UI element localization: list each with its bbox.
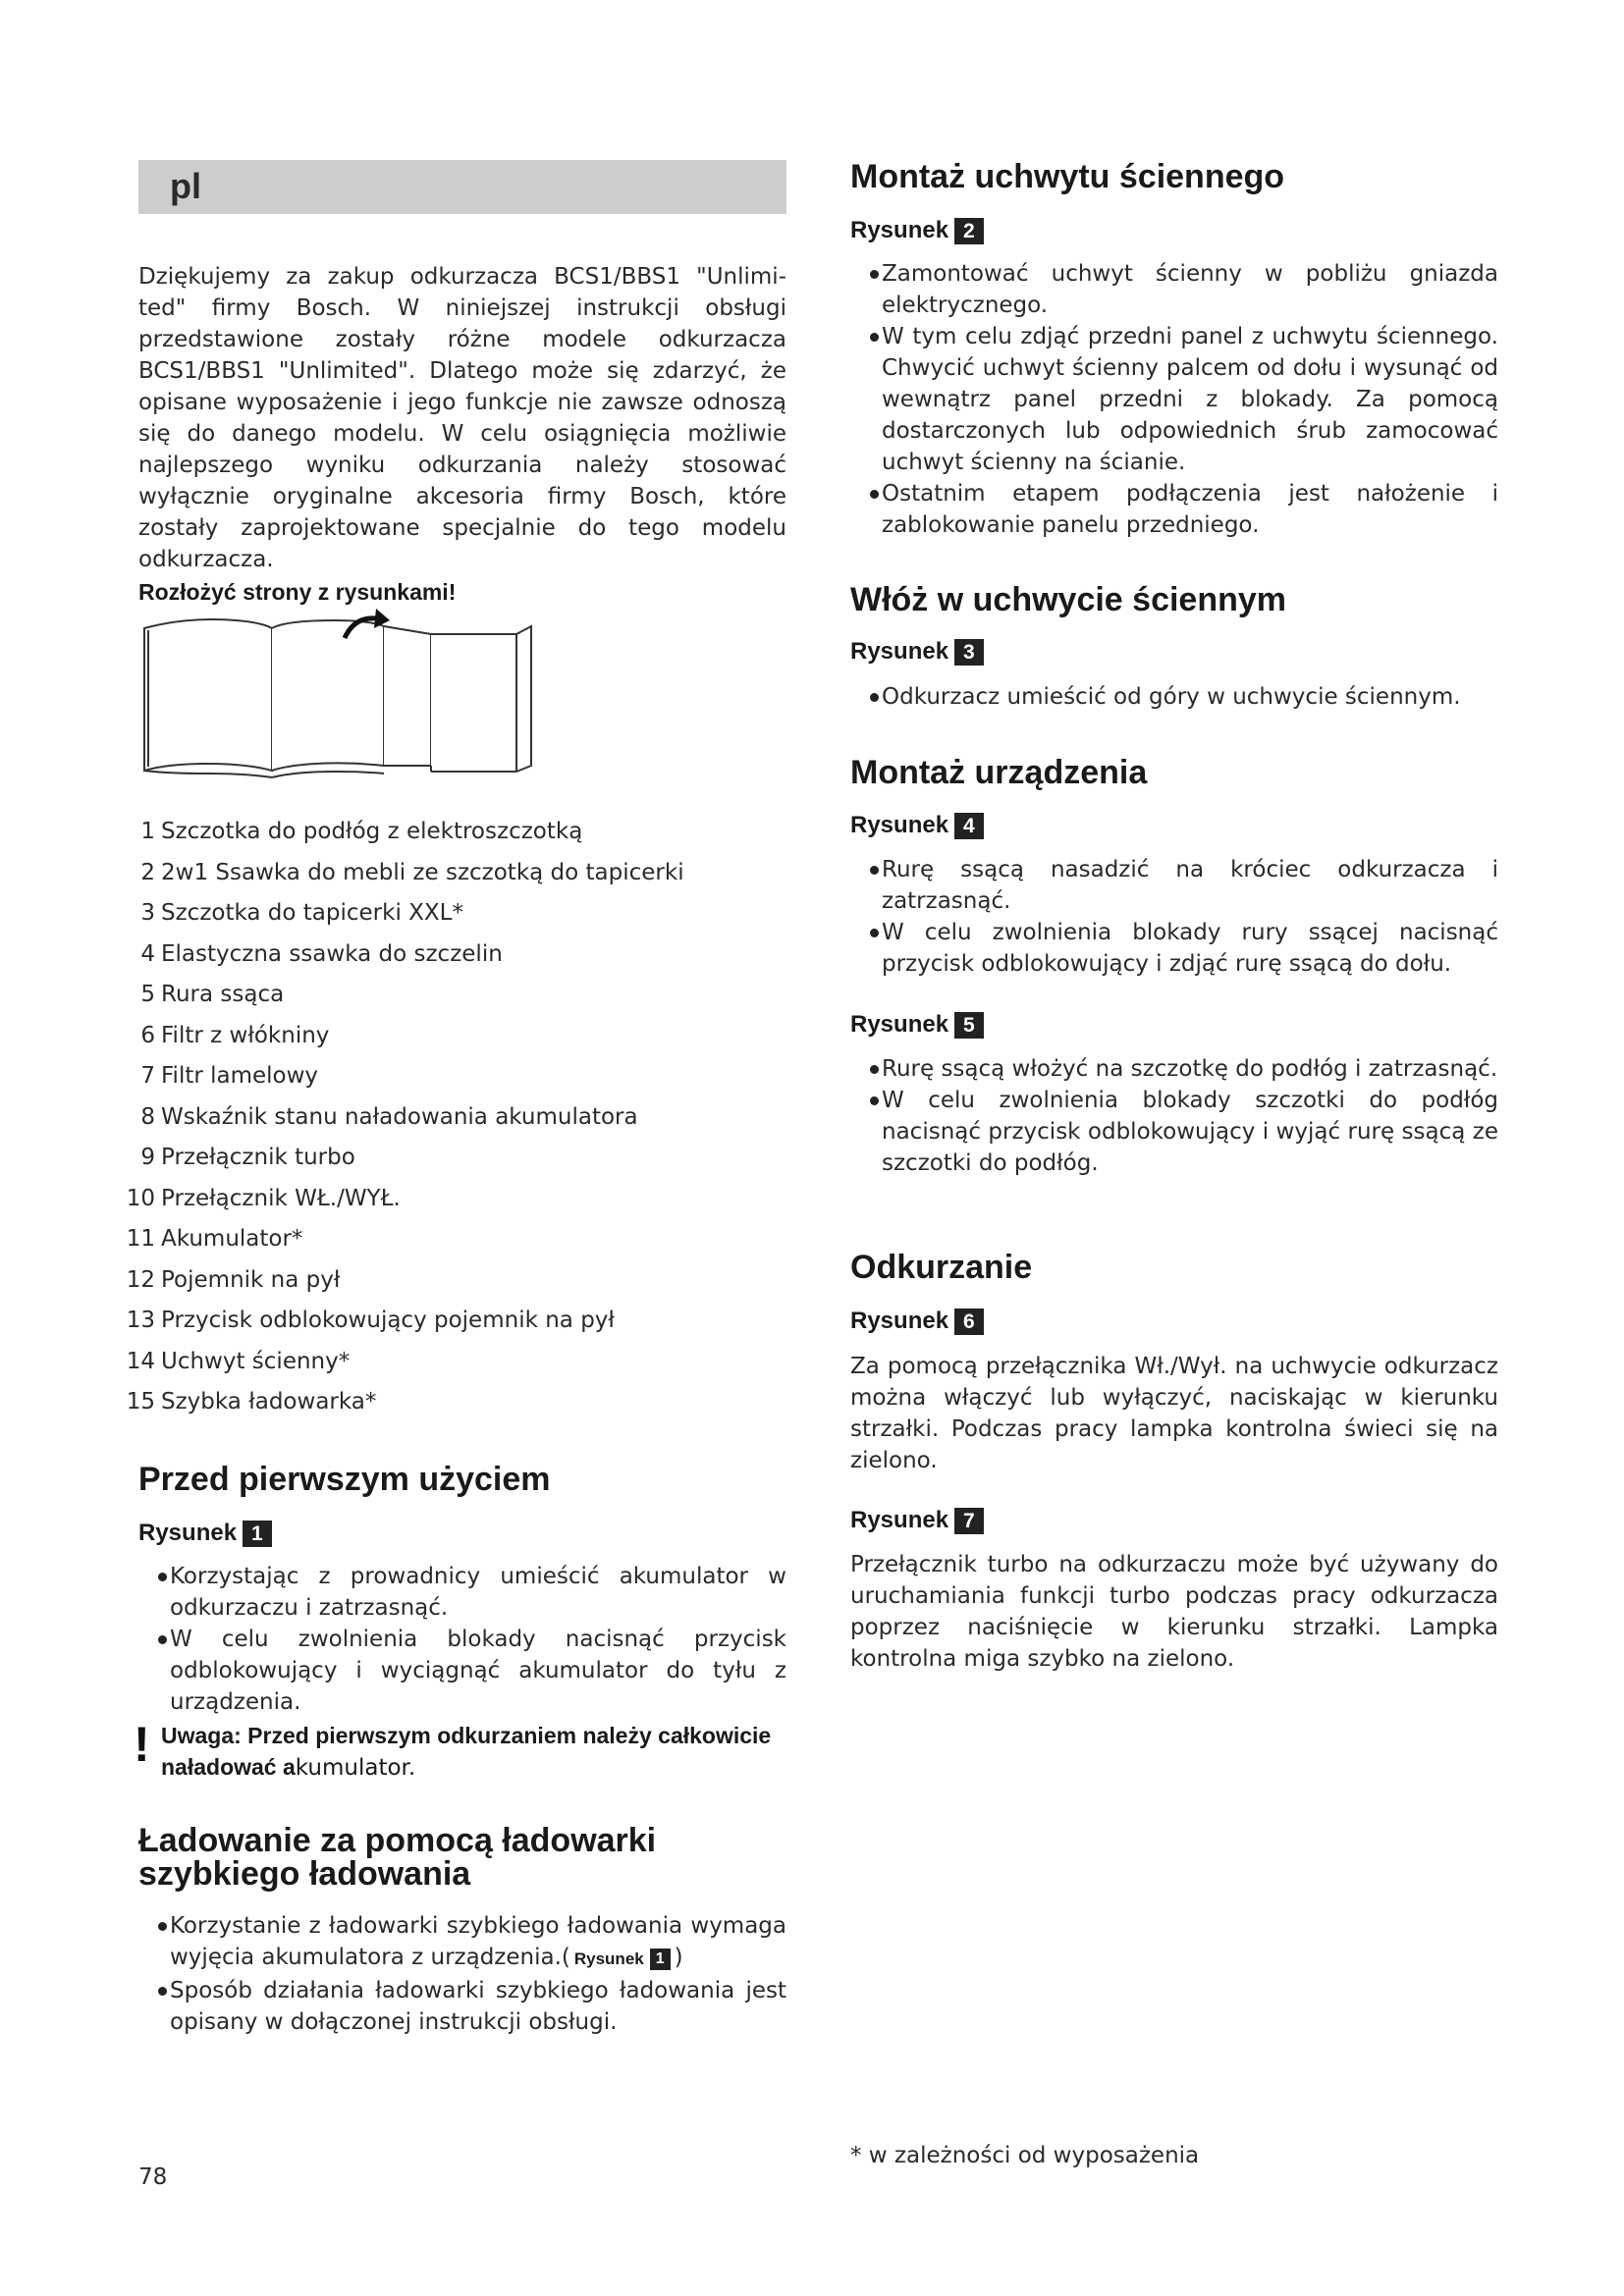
section-title-first-use: Przed pierwszym użyciem — [138, 1461, 551, 1498]
language-header-bar — [138, 160, 786, 214]
list-item: Sposób działania ładowarki szybkiego ładowania jest opisany w dołączonej instrukcji obsługi. — [138, 1975, 786, 2038]
list-item: 3 Szczotka do tapicerki XXL* — [140, 900, 463, 926]
list-item: Korzystając z prowadnicy umieścić akumulator w odkurzaczu i zatrzasnąć. — [138, 1561, 786, 1624]
list-item: W tym celu zdjąć przedni panel z uchwytu ściennego. Chwycić uchwyt ścienny palcem od dołu i wysunąć od wewnątrz panel przedni z blokady. Za pomocą dostarczonych lub odpowiednich śrub zamocować uchwyt ścienny na ścianie. — [850, 321, 1498, 478]
list-item: W celu zwolnienia blokady nacisnąć przycisk odblokowujący i wyciągnąć akumulator do tyłu z urządzenia. — [138, 1624, 786, 1718]
figure-reference: Rysunek 3 — [850, 638, 984, 666]
figure-reference: Rysunek 1 — [574, 1944, 671, 1975]
list-item: 1 Szczotka do podłóg z elektroszczotką — [140, 819, 583, 844]
list-item: Rurę ssącą włożyć na szczotkę do podłóg i zatrzasnąć. — [850, 1053, 1498, 1085]
list-item: Odkurzacz umieścić od góry w uchwycie ściennym. — [850, 681, 1498, 713]
bullet-icon — [870, 1065, 879, 1074]
bullet-icon — [158, 1635, 167, 1644]
bullet-icon — [870, 1096, 879, 1105]
wall-mount-steps — [850, 258, 1498, 541]
list-item: 7 Filtr lamelowy — [140, 1063, 319, 1089]
unfolded-book-illustration — [138, 609, 551, 780]
section-title-insert: Włóż w uchwycie ściennym — [850, 581, 1287, 618]
figure-reference: Rysunek 2 — [850, 217, 984, 244]
bullet-icon — [158, 1573, 167, 1581]
list-item: Korzystanie z ładowarki szybkiego ładowania wymaga wyjęcia akumulatora z urządzenia.( Rysunek 1 ) — [138, 1910, 786, 1975]
list-item: Zamontować uchwyt ścienny w pobliżu gniazda elektrycznego. — [850, 258, 1498, 321]
bullet-icon — [870, 270, 879, 279]
figure-number-badge: 1 — [243, 1521, 272, 1547]
language-code: pl — [170, 166, 201, 206]
section-title-charging: Ładowanie za pomocą ładowarki szybkiego ładowania — [138, 1822, 657, 1893]
page-number: 78 — [138, 2164, 168, 2190]
figure-reference: Rysunek 7 — [850, 1507, 984, 1534]
bullet-icon — [870, 333, 879, 342]
unfold-pages-heading: Rozłożyć strony z rysunkami! — [138, 579, 457, 605]
section-title-assembly: Montaż urządzenia — [850, 754, 1148, 791]
bullet-icon — [158, 1987, 167, 1996]
section-title-wall-mount: Montaż uchwytu ściennego — [850, 158, 1285, 195]
list-item: W celu zwolnienia blokady szczotki do podłóg nacisnąć przycisk odblokowujący i wyjąć rurę ssącą ze szczotki do podłóg. — [850, 1085, 1498, 1179]
figure-number-badge: 7 — [954, 1508, 984, 1534]
list-item: 5 Rura ssąca — [140, 982, 285, 1007]
intro-paragraph: Dziękujemy za zakup odkurzacza BCS1/BBS1 "Unlimi-ted" firmy Bosch. W niniejszej instrukcji obsługi przedstawione zostały różne modele odkurzacza BCS1/BBS1 "Unlimited". Dlatego może się zdarzyć, że opisane wyposażenie i jego funkcje nie zawsze odnoszą się do danego modelu. W celu osiągnięcia możliwie najlepszego wyniku odkurzania należy stosować wyłącznie oryginalne akcesoria firmy Bosch, które zostały zaprojektowane specjalnie do tego modelu odkurzacza. — [138, 264, 786, 572]
list-item: 6 Filtr z włókniny — [140, 1022, 330, 1048]
list-item: 9 Przełącznik turbo — [140, 1145, 355, 1170]
exclamation-icon: ! — [134, 1717, 150, 1772]
figure-number-badge: 4 — [954, 813, 984, 839]
list-item: Rurę ssącą nasadzić na króciec odkurzacza i zatrzasnąć. — [850, 854, 1498, 917]
assembly-steps — [850, 854, 1498, 980]
figure-number-badge: 3 — [954, 639, 984, 666]
list-item: 11 Akumulator* — [126, 1226, 303, 1252]
list-item: 13 Przycisk odblokowujący pojemnik na pył — [126, 1308, 615, 1333]
section-title-vacuuming: Odkurzanie — [850, 1249, 1033, 1286]
list-item: 15 Szybka ładowarka* — [126, 1389, 377, 1415]
turbo-paragraph: Przełącznik turbo na odkurzaczu może być używany do uruchamiania funkcji turbo podczas pracy odkurzacza poprzez naciśnięcie w kierunku strzałki. Lampka kontrolna miga szybko na zielono. — [850, 1552, 1498, 1672]
figure-number-badge: 5 — [954, 1012, 984, 1039]
bullet-icon — [870, 490, 879, 499]
figure-number-badge: 1 — [650, 1949, 671, 1970]
list-item: 14 Uchwyt ścienny* — [126, 1348, 351, 1374]
figure-reference: Rysunek 5 — [850, 1011, 984, 1039]
list-item: 12 Pojemnik na pył — [126, 1266, 341, 1293]
figure-reference: Rysunek 1 — [138, 1520, 272, 1547]
list-item: W celu zwolnienia blokady rury ssącej nacisnąć przycisk odblokowujący i zdjąć rurę ssącą do dołu. — [850, 917, 1498, 980]
figure-number-badge: 2 — [954, 218, 984, 244]
bullet-icon — [158, 1922, 167, 1931]
warning-note: ! Uwaga: Przed pierwszym odkurzaniem należy całkowicie naładować akumulator. — [134, 1717, 772, 1781]
list-item: 10 Przełącznik WŁ./WYŁ. — [126, 1185, 401, 1211]
insert-steps — [850, 681, 1498, 713]
first-use-steps — [138, 1561, 786, 1718]
bullet-icon — [870, 929, 879, 937]
list-item: 4 Elastyczna ssawka do szczelin — [140, 940, 503, 967]
list-item: 2 2w1 Ssawka do mebli ze szczotką do tapicerki — [140, 859, 684, 885]
figure-reference: Rysunek 6 — [850, 1308, 984, 1335]
list-item: 8 Wskaźnik stanu naładowania akumulatora — [140, 1103, 638, 1130]
assembly-brush-steps — [850, 1053, 1498, 1179]
figure-reference: Rysunek 4 — [850, 812, 984, 839]
bullet-icon — [870, 693, 879, 702]
figure-number-badge: 6 — [954, 1308, 984, 1335]
parts-list — [118, 812, 785, 1423]
footnote: * w zależności od wyposażenia — [850, 2143, 1200, 2168]
vacuuming-paragraph: Za pomocą przełącznika Wł./Wył. na uchwycie odkurzacz można włączyć lub wyłączyć, naciskając w kierunku strzałki. Podczas pracy lampka kontrolna świeci się na zielono. — [850, 1354, 1498, 1473]
bullet-icon — [870, 866, 879, 875]
charging-steps — [138, 1910, 786, 2038]
list-item: Ostatnim etapem podłączenia jest nałożenie i zablokowanie panelu przedniego. — [850, 478, 1498, 541]
